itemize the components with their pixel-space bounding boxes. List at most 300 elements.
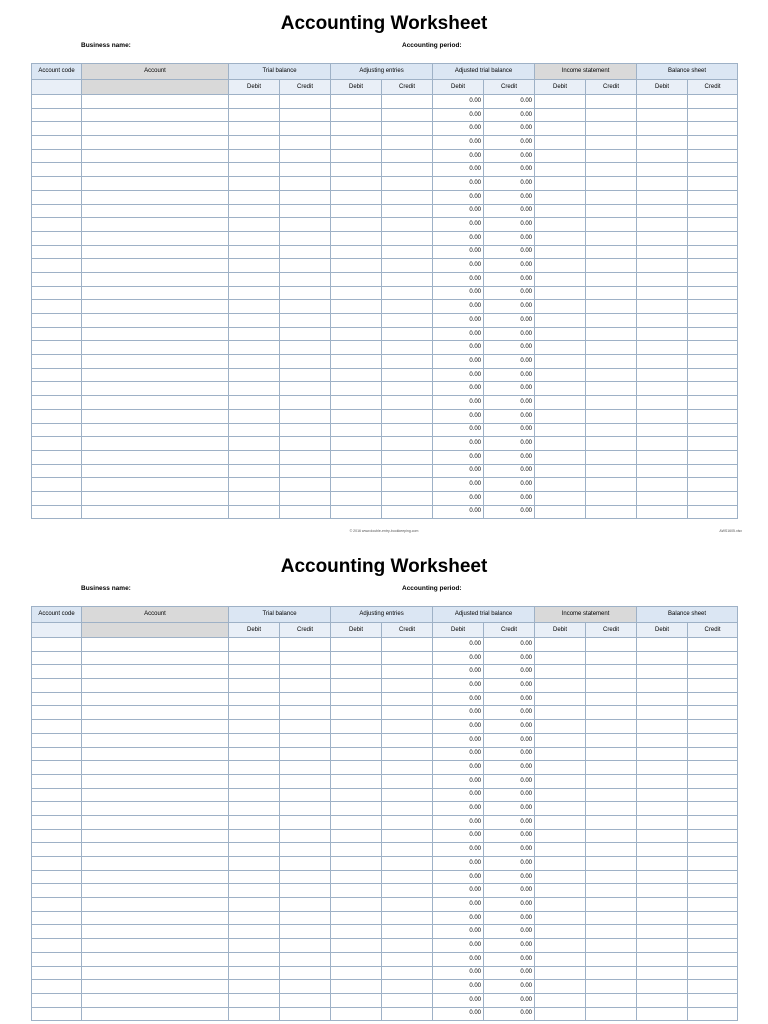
- amount-cell[interactable]: [382, 638, 433, 652]
- account-cell[interactable]: [82, 993, 229, 1007]
- amount-cell[interactable]: [280, 163, 331, 177]
- amount-cell[interactable]: [229, 396, 280, 410]
- account-code-cell[interactable]: [32, 245, 82, 259]
- amount-cell[interactable]: [382, 980, 433, 994]
- amount-cell[interactable]: [382, 939, 433, 953]
- amount-cell[interactable]: [331, 108, 382, 122]
- amount-cell[interactable]: [586, 286, 637, 300]
- account-cell[interactable]: [82, 190, 229, 204]
- amount-cell[interactable]: [586, 341, 637, 355]
- amount-cell[interactable]: [229, 327, 280, 341]
- amount-cell[interactable]: [688, 177, 738, 191]
- amount-cell[interactable]: [229, 245, 280, 259]
- amount-cell[interactable]: [586, 314, 637, 328]
- amount-cell[interactable]: [637, 815, 688, 829]
- account-cell[interactable]: [82, 815, 229, 829]
- account-code-cell[interactable]: [32, 368, 82, 382]
- amount-cell[interactable]: [229, 122, 280, 136]
- amount-cell[interactable]: [688, 829, 738, 843]
- amount-cell[interactable]: [637, 829, 688, 843]
- amount-cell[interactable]: [382, 464, 433, 478]
- amount-cell[interactable]: [382, 870, 433, 884]
- amount-cell[interactable]: [229, 108, 280, 122]
- amount-cell[interactable]: [229, 218, 280, 232]
- account-cell[interactable]: [82, 396, 229, 410]
- amount-cell[interactable]: [331, 163, 382, 177]
- account-code-cell[interactable]: [32, 815, 82, 829]
- amount-cell[interactable]: [331, 966, 382, 980]
- amount-cell[interactable]: [331, 218, 382, 232]
- account-cell[interactable]: [82, 464, 229, 478]
- amount-cell[interactable]: [382, 149, 433, 163]
- account-cell[interactable]: [82, 925, 229, 939]
- amount-cell[interactable]: [280, 122, 331, 136]
- amount-cell[interactable]: [331, 692, 382, 706]
- amount-cell[interactable]: [586, 733, 637, 747]
- account-cell[interactable]: [82, 829, 229, 843]
- amount-cell[interactable]: [637, 1007, 688, 1021]
- amount-cell[interactable]: [535, 692, 586, 706]
- amount-cell[interactable]: [280, 802, 331, 816]
- amount-cell[interactable]: [331, 884, 382, 898]
- amount-cell[interactable]: [688, 1007, 738, 1021]
- amount-cell[interactable]: [331, 464, 382, 478]
- amount-cell[interactable]: [535, 747, 586, 761]
- amount-cell[interactable]: [229, 815, 280, 829]
- amount-cell[interactable]: [688, 733, 738, 747]
- account-code-cell[interactable]: [32, 638, 82, 652]
- account-code-cell[interactable]: [32, 993, 82, 1007]
- amount-cell[interactable]: [382, 815, 433, 829]
- amount-cell[interactable]: [229, 993, 280, 1007]
- amount-cell[interactable]: [688, 774, 738, 788]
- amount-cell[interactable]: [637, 638, 688, 652]
- amount-cell[interactable]: [535, 122, 586, 136]
- amount-cell[interactable]: [331, 638, 382, 652]
- amount-cell[interactable]: [637, 450, 688, 464]
- amount-cell[interactable]: [382, 692, 433, 706]
- amount-cell[interactable]: [229, 884, 280, 898]
- amount-cell[interactable]: [688, 355, 738, 369]
- account-cell[interactable]: [82, 478, 229, 492]
- amount-cell[interactable]: [637, 136, 688, 150]
- amount-cell[interactable]: [688, 259, 738, 273]
- amount-cell[interactable]: [280, 368, 331, 382]
- amount-cell[interactable]: [535, 679, 586, 693]
- amount-cell[interactable]: [688, 761, 738, 775]
- amount-cell[interactable]: [637, 720, 688, 734]
- amount-cell[interactable]: [637, 733, 688, 747]
- account-cell[interactable]: [82, 218, 229, 232]
- amount-cell[interactable]: [637, 231, 688, 245]
- account-cell[interactable]: [82, 300, 229, 314]
- account-cell[interactable]: [82, 491, 229, 505]
- amount-cell[interactable]: [586, 911, 637, 925]
- amount-cell[interactable]: [586, 638, 637, 652]
- amount-cell[interactable]: [586, 843, 637, 857]
- account-cell[interactable]: [82, 231, 229, 245]
- account-code-cell[interactable]: [32, 911, 82, 925]
- amount-cell[interactable]: [280, 843, 331, 857]
- amount-cell[interactable]: [280, 747, 331, 761]
- amount-cell[interactable]: [229, 774, 280, 788]
- amount-cell[interactable]: [382, 843, 433, 857]
- amount-cell[interactable]: [382, 327, 433, 341]
- amount-cell[interactable]: [688, 788, 738, 802]
- amount-cell[interactable]: [382, 300, 433, 314]
- amount-cell[interactable]: [280, 341, 331, 355]
- account-code-cell[interactable]: [32, 204, 82, 218]
- amount-cell[interactable]: [586, 396, 637, 410]
- amount-cell[interactable]: [535, 437, 586, 451]
- amount-cell[interactable]: [637, 314, 688, 328]
- account-cell[interactable]: [82, 245, 229, 259]
- amount-cell[interactable]: [535, 952, 586, 966]
- amount-cell[interactable]: [280, 638, 331, 652]
- amount-cell[interactable]: [688, 314, 738, 328]
- account-code-cell[interactable]: [32, 505, 82, 519]
- account-code-cell[interactable]: [32, 231, 82, 245]
- amount-cell[interactable]: [331, 952, 382, 966]
- account-cell[interactable]: [82, 911, 229, 925]
- amount-cell[interactable]: [382, 952, 433, 966]
- amount-cell[interactable]: [382, 108, 433, 122]
- amount-cell[interactable]: [280, 505, 331, 519]
- amount-cell[interactable]: [637, 437, 688, 451]
- amount-cell[interactable]: [280, 355, 331, 369]
- amount-cell[interactable]: [586, 437, 637, 451]
- account-cell[interactable]: [82, 747, 229, 761]
- amount-cell[interactable]: [535, 651, 586, 665]
- amount-cell[interactable]: [229, 423, 280, 437]
- amount-cell[interactable]: [229, 720, 280, 734]
- amount-cell[interactable]: [229, 355, 280, 369]
- amount-cell[interactable]: [280, 857, 331, 871]
- account-code-cell[interactable]: [32, 692, 82, 706]
- account-code-cell[interactable]: [32, 925, 82, 939]
- amount-cell[interactable]: [229, 952, 280, 966]
- amount-cell[interactable]: [280, 679, 331, 693]
- amount-cell[interactable]: [637, 925, 688, 939]
- account-code-cell[interactable]: [32, 966, 82, 980]
- amount-cell[interactable]: [688, 231, 738, 245]
- amount-cell[interactable]: [382, 747, 433, 761]
- amount-cell[interactable]: [637, 149, 688, 163]
- amount-cell[interactable]: [280, 108, 331, 122]
- amount-cell[interactable]: [331, 679, 382, 693]
- amount-cell[interactable]: [586, 177, 637, 191]
- amount-cell[interactable]: [229, 788, 280, 802]
- amount-cell[interactable]: [382, 706, 433, 720]
- amount-cell[interactable]: [586, 136, 637, 150]
- amount-cell[interactable]: [637, 163, 688, 177]
- amount-cell[interactable]: [331, 843, 382, 857]
- account-cell[interactable]: [82, 95, 229, 109]
- account-code-cell[interactable]: [32, 149, 82, 163]
- amount-cell[interactable]: [688, 843, 738, 857]
- amount-cell[interactable]: [535, 720, 586, 734]
- amount-cell[interactable]: [382, 857, 433, 871]
- amount-cell[interactable]: [331, 136, 382, 150]
- amount-cell[interactable]: [637, 651, 688, 665]
- amount-cell[interactable]: [586, 300, 637, 314]
- amount-cell[interactable]: [535, 857, 586, 871]
- amount-cell[interactable]: [535, 870, 586, 884]
- amount-cell[interactable]: [331, 788, 382, 802]
- account-code-cell[interactable]: [32, 272, 82, 286]
- amount-cell[interactable]: [637, 272, 688, 286]
- amount-cell[interactable]: [688, 450, 738, 464]
- amount-cell[interactable]: [229, 300, 280, 314]
- amount-cell[interactable]: [229, 95, 280, 109]
- account-code-cell[interactable]: [32, 95, 82, 109]
- account-cell[interactable]: [82, 327, 229, 341]
- account-code-cell[interactable]: [32, 437, 82, 451]
- amount-cell[interactable]: [586, 993, 637, 1007]
- amount-cell[interactable]: [586, 149, 637, 163]
- amount-cell[interactable]: [382, 802, 433, 816]
- amount-cell[interactable]: [637, 802, 688, 816]
- amount-cell[interactable]: [229, 829, 280, 843]
- amount-cell[interactable]: [688, 651, 738, 665]
- amount-cell[interactable]: [637, 993, 688, 1007]
- amount-cell[interactable]: [586, 870, 637, 884]
- amount-cell[interactable]: [688, 327, 738, 341]
- amount-cell[interactable]: [535, 829, 586, 843]
- amount-cell[interactable]: [535, 382, 586, 396]
- amount-cell[interactable]: [688, 815, 738, 829]
- amount-cell[interactable]: [637, 747, 688, 761]
- amount-cell[interactable]: [331, 761, 382, 775]
- amount-cell[interactable]: [382, 450, 433, 464]
- amount-cell[interactable]: [331, 204, 382, 218]
- amount-cell[interactable]: [535, 802, 586, 816]
- amount-cell[interactable]: [688, 884, 738, 898]
- amount-cell[interactable]: [229, 843, 280, 857]
- amount-cell[interactable]: [637, 122, 688, 136]
- amount-cell[interactable]: [229, 314, 280, 328]
- account-cell[interactable]: [82, 884, 229, 898]
- amount-cell[interactable]: [535, 218, 586, 232]
- amount-cell[interactable]: [229, 286, 280, 300]
- account-cell[interactable]: [82, 788, 229, 802]
- amount-cell[interactable]: [637, 423, 688, 437]
- amount-cell[interactable]: [586, 925, 637, 939]
- account-code-cell[interactable]: [32, 665, 82, 679]
- amount-cell[interactable]: [280, 286, 331, 300]
- amount-cell[interactable]: [331, 437, 382, 451]
- amount-cell[interactable]: [535, 368, 586, 382]
- amount-cell[interactable]: [637, 774, 688, 788]
- amount-cell[interactable]: [586, 857, 637, 871]
- amount-cell[interactable]: [331, 491, 382, 505]
- amount-cell[interactable]: [382, 679, 433, 693]
- account-code-cell[interactable]: [32, 802, 82, 816]
- amount-cell[interactable]: [280, 272, 331, 286]
- account-cell[interactable]: [82, 638, 229, 652]
- amount-cell[interactable]: [586, 355, 637, 369]
- account-cell[interactable]: [82, 272, 229, 286]
- amount-cell[interactable]: [382, 966, 433, 980]
- amount-cell[interactable]: [688, 136, 738, 150]
- amount-cell[interactable]: [535, 491, 586, 505]
- amount-cell[interactable]: [637, 464, 688, 478]
- account-code-cell[interactable]: [32, 314, 82, 328]
- account-cell[interactable]: [82, 149, 229, 163]
- amount-cell[interactable]: [535, 190, 586, 204]
- account-code-cell[interactable]: [32, 939, 82, 953]
- amount-cell[interactable]: [535, 231, 586, 245]
- amount-cell[interactable]: [688, 720, 738, 734]
- account-code-cell[interactable]: [32, 747, 82, 761]
- amount-cell[interactable]: [331, 939, 382, 953]
- amount-cell[interactable]: [535, 843, 586, 857]
- amount-cell[interactable]: [229, 651, 280, 665]
- amount-cell[interactable]: [637, 341, 688, 355]
- account-code-cell[interactable]: [32, 190, 82, 204]
- amount-cell[interactable]: [586, 122, 637, 136]
- amount-cell[interactable]: [382, 314, 433, 328]
- amount-cell[interactable]: [535, 245, 586, 259]
- amount-cell[interactable]: [586, 259, 637, 273]
- amount-cell[interactable]: [382, 396, 433, 410]
- amount-cell[interactable]: [331, 300, 382, 314]
- amount-cell[interactable]: [688, 423, 738, 437]
- amount-cell[interactable]: [382, 491, 433, 505]
- amount-cell[interactable]: [586, 980, 637, 994]
- amount-cell[interactable]: [688, 802, 738, 816]
- amount-cell[interactable]: [586, 692, 637, 706]
- amount-cell[interactable]: [688, 122, 738, 136]
- account-code-cell[interactable]: [32, 122, 82, 136]
- amount-cell[interactable]: [586, 829, 637, 843]
- account-code-cell[interactable]: [32, 1007, 82, 1021]
- amount-cell[interactable]: [280, 231, 331, 245]
- amount-cell[interactable]: [535, 939, 586, 953]
- amount-cell[interactable]: [280, 966, 331, 980]
- amount-cell[interactable]: [637, 939, 688, 953]
- account-code-cell[interactable]: [32, 857, 82, 871]
- amount-cell[interactable]: [280, 464, 331, 478]
- amount-cell[interactable]: [535, 733, 586, 747]
- amount-cell[interactable]: [229, 177, 280, 191]
- amount-cell[interactable]: [586, 966, 637, 980]
- account-cell[interactable]: [82, 122, 229, 136]
- amount-cell[interactable]: [331, 651, 382, 665]
- account-cell[interactable]: [82, 450, 229, 464]
- amount-cell[interactable]: [229, 450, 280, 464]
- amount-cell[interactable]: [688, 478, 738, 492]
- amount-cell[interactable]: [280, 204, 331, 218]
- amount-cell[interactable]: [331, 993, 382, 1007]
- amount-cell[interactable]: [688, 218, 738, 232]
- amount-cell[interactable]: [280, 177, 331, 191]
- amount-cell[interactable]: [688, 993, 738, 1007]
- account-code-cell[interactable]: [32, 870, 82, 884]
- amount-cell[interactable]: [229, 136, 280, 150]
- amount-cell[interactable]: [637, 177, 688, 191]
- account-cell[interactable]: [82, 802, 229, 816]
- amount-cell[interactable]: [586, 898, 637, 912]
- amount-cell[interactable]: [586, 491, 637, 505]
- account-code-cell[interactable]: [32, 218, 82, 232]
- amount-cell[interactable]: [535, 355, 586, 369]
- amount-cell[interactable]: [637, 409, 688, 423]
- amount-cell[interactable]: [382, 423, 433, 437]
- account-code-cell[interactable]: [32, 355, 82, 369]
- amount-cell[interactable]: [637, 259, 688, 273]
- account-cell[interactable]: [82, 774, 229, 788]
- amount-cell[interactable]: [637, 843, 688, 857]
- amount-cell[interactable]: [280, 190, 331, 204]
- account-code-cell[interactable]: [32, 651, 82, 665]
- amount-cell[interactable]: [688, 692, 738, 706]
- account-cell[interactable]: [82, 341, 229, 355]
- amount-cell[interactable]: [331, 733, 382, 747]
- account-code-cell[interactable]: [32, 136, 82, 150]
- amount-cell[interactable]: [586, 478, 637, 492]
- amount-cell[interactable]: [637, 679, 688, 693]
- amount-cell[interactable]: [586, 815, 637, 829]
- account-cell[interactable]: [82, 505, 229, 519]
- amount-cell[interactable]: [229, 231, 280, 245]
- amount-cell[interactable]: [229, 341, 280, 355]
- amount-cell[interactable]: [382, 788, 433, 802]
- account-code-cell[interactable]: [32, 952, 82, 966]
- amount-cell[interactable]: [535, 423, 586, 437]
- amount-cell[interactable]: [331, 706, 382, 720]
- amount-cell[interactable]: [280, 245, 331, 259]
- account-cell[interactable]: [82, 939, 229, 953]
- amount-cell[interactable]: [586, 720, 637, 734]
- account-code-cell[interactable]: [32, 409, 82, 423]
- amount-cell[interactable]: [280, 939, 331, 953]
- amount-cell[interactable]: [688, 396, 738, 410]
- amount-cell[interactable]: [637, 300, 688, 314]
- amount-cell[interactable]: [382, 355, 433, 369]
- amount-cell[interactable]: [688, 190, 738, 204]
- amount-cell[interactable]: [331, 774, 382, 788]
- amount-cell[interactable]: [586, 231, 637, 245]
- amount-cell[interactable]: [688, 706, 738, 720]
- amount-cell[interactable]: [331, 450, 382, 464]
- amount-cell[interactable]: [637, 966, 688, 980]
- amount-cell[interactable]: [229, 204, 280, 218]
- amount-cell[interactable]: [280, 437, 331, 451]
- amount-cell[interactable]: [280, 396, 331, 410]
- amount-cell[interactable]: [586, 665, 637, 679]
- amount-cell[interactable]: [280, 815, 331, 829]
- amount-cell[interactable]: [637, 327, 688, 341]
- amount-cell[interactable]: [535, 1007, 586, 1021]
- account-cell[interactable]: [82, 409, 229, 423]
- account-code-cell[interactable]: [32, 177, 82, 191]
- amount-cell[interactable]: [229, 706, 280, 720]
- account-code-cell[interactable]: [32, 259, 82, 273]
- amount-cell[interactable]: [331, 382, 382, 396]
- amount-cell[interactable]: [382, 733, 433, 747]
- amount-cell[interactable]: [688, 300, 738, 314]
- amount-cell[interactable]: [586, 884, 637, 898]
- amount-cell[interactable]: [280, 911, 331, 925]
- amount-cell[interactable]: [637, 665, 688, 679]
- amount-cell[interactable]: [535, 911, 586, 925]
- amount-cell[interactable]: [229, 802, 280, 816]
- amount-cell[interactable]: [331, 925, 382, 939]
- account-code-cell[interactable]: [32, 163, 82, 177]
- account-cell[interactable]: [82, 966, 229, 980]
- amount-cell[interactable]: [535, 898, 586, 912]
